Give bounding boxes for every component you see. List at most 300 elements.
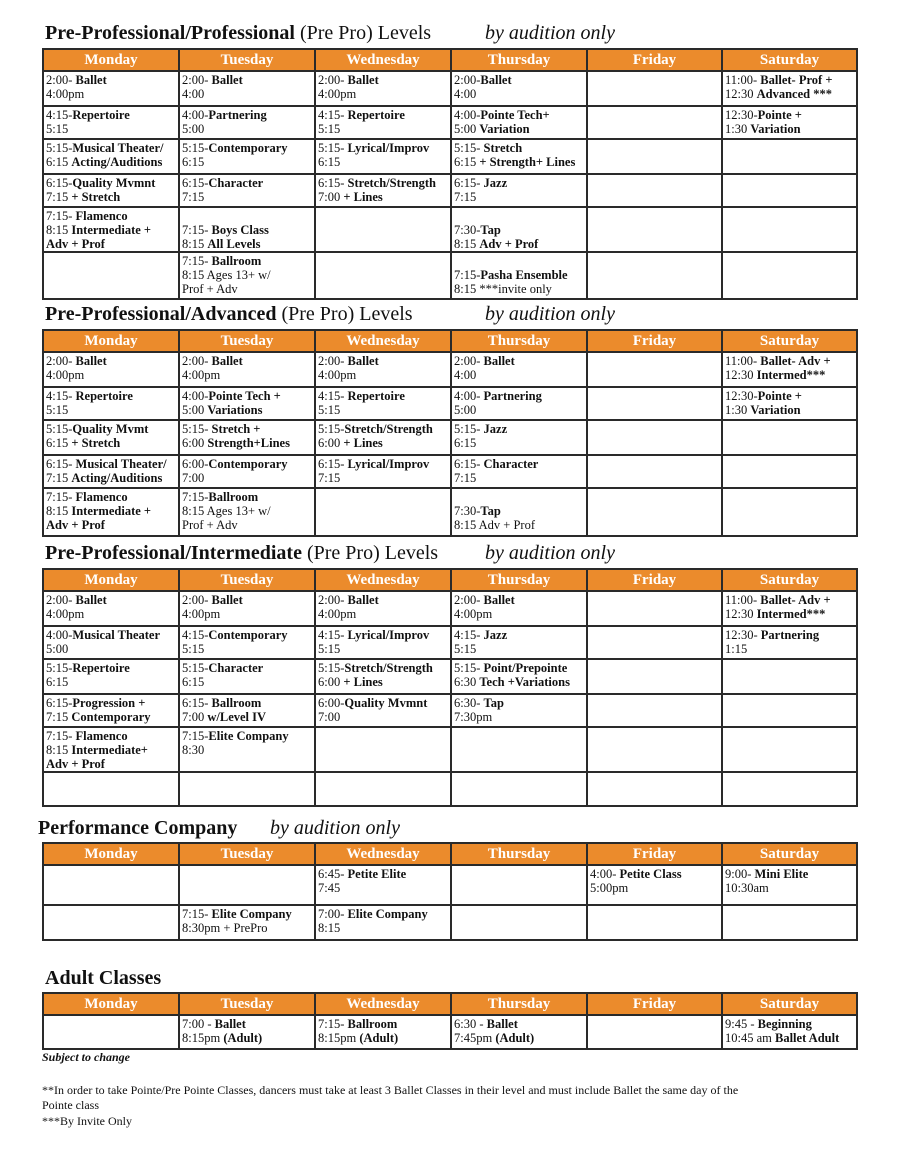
class-cell bbox=[451, 865, 587, 905]
class-time: 6:15- bbox=[454, 176, 484, 190]
class-time: 8:15 bbox=[182, 237, 208, 251]
class-line bbox=[46, 471, 176, 485]
class-line bbox=[725, 867, 854, 881]
class-cell bbox=[179, 772, 315, 806]
class-time: 6:00 bbox=[318, 675, 344, 689]
class-name: Stretch/Strength bbox=[347, 176, 436, 190]
class-time: 8:15 bbox=[454, 237, 480, 251]
class-cell bbox=[315, 139, 451, 174]
class-line bbox=[454, 696, 584, 710]
class-name: Ballet bbox=[483, 354, 515, 368]
class-line bbox=[318, 87, 448, 101]
class-time: 2:00- bbox=[454, 593, 484, 607]
class-time: 8:15pm bbox=[182, 1031, 224, 1045]
class-name: Elite Company bbox=[347, 907, 428, 921]
class-time: 4:00pm bbox=[318, 607, 357, 621]
class-time: 5:15 bbox=[182, 642, 205, 656]
class-line bbox=[454, 223, 584, 237]
class-time: 6:15 bbox=[454, 155, 480, 169]
class-cell bbox=[722, 352, 857, 387]
class-name: Ballet bbox=[211, 354, 243, 368]
class-cell bbox=[43, 455, 179, 488]
class-cell bbox=[451, 488, 587, 536]
class-name: Stretch/Strength bbox=[344, 661, 433, 675]
class-line bbox=[182, 661, 312, 675]
class-line bbox=[182, 743, 312, 757]
pointe-note-cont: Pointe class bbox=[42, 1098, 99, 1112]
class-time: 7:15- bbox=[46, 729, 76, 743]
class-cell bbox=[315, 207, 451, 252]
class-line bbox=[46, 223, 176, 237]
class-line bbox=[318, 368, 448, 382]
class-line bbox=[454, 607, 584, 621]
class-cell bbox=[179, 71, 315, 106]
class-line bbox=[182, 87, 312, 101]
class-time: 6:15 bbox=[46, 155, 72, 169]
class-cell bbox=[451, 455, 587, 488]
class-line bbox=[46, 73, 176, 87]
class-line bbox=[454, 1017, 584, 1031]
class-time: 7:15 bbox=[46, 710, 72, 724]
class-name: Musical Theater/ bbox=[75, 457, 167, 471]
class-time: 7:45 bbox=[318, 881, 341, 895]
class-line bbox=[454, 642, 584, 656]
class-time: 4:00 bbox=[454, 87, 477, 101]
class-name: Ballet bbox=[486, 1017, 518, 1031]
section-note: by audition only bbox=[485, 542, 615, 564]
class-cell bbox=[315, 420, 451, 455]
class-line bbox=[318, 675, 448, 689]
class-line bbox=[182, 490, 312, 504]
class-cell bbox=[179, 139, 315, 174]
class-line bbox=[318, 190, 448, 204]
class-cell bbox=[722, 174, 857, 207]
class-time: 11:00- bbox=[725, 354, 761, 368]
class-name: Lyrical/Improv bbox=[347, 141, 430, 155]
class-line bbox=[182, 389, 312, 403]
day-header-saturday: Saturday bbox=[722, 49, 857, 71]
class-time: 11:00- bbox=[725, 593, 761, 607]
class-time: 5:15- bbox=[454, 661, 484, 675]
class-time: 6:45- bbox=[318, 867, 348, 881]
table-row bbox=[43, 420, 857, 455]
class-line bbox=[454, 436, 584, 450]
day-header-thursday: Thursday bbox=[451, 330, 587, 352]
class-line bbox=[318, 593, 448, 607]
class-name: Flamenco bbox=[75, 490, 128, 504]
class-name: Ballet- Adv + bbox=[760, 354, 831, 368]
class-line bbox=[182, 504, 312, 518]
class-name: Ballet bbox=[75, 593, 107, 607]
class-line bbox=[454, 209, 584, 223]
class-name: Ballet bbox=[211, 73, 243, 87]
class-cell bbox=[43, 1015, 179, 1049]
class-line bbox=[725, 87, 854, 101]
class-time: 8:15 bbox=[46, 743, 72, 757]
class-name: Variation bbox=[479, 122, 530, 136]
class-line bbox=[182, 254, 312, 268]
class-name: Jazz bbox=[483, 422, 508, 436]
class-time: 4:00- bbox=[454, 108, 481, 122]
class-time: 6:15- bbox=[182, 176, 209, 190]
class-name: Contemporary bbox=[71, 710, 151, 724]
class-line bbox=[46, 628, 176, 642]
class-line bbox=[182, 628, 312, 642]
class-line bbox=[182, 642, 312, 656]
class-line bbox=[454, 354, 584, 368]
day-header-friday: Friday bbox=[587, 49, 722, 71]
class-name: Tap bbox=[480, 504, 501, 518]
class-cell bbox=[722, 659, 857, 694]
section-title-normal: (Pre Pro) Levels bbox=[301, 542, 439, 564]
class-line bbox=[725, 354, 854, 368]
class-cell bbox=[451, 905, 587, 940]
class-cell bbox=[43, 591, 179, 626]
class-name: Variations bbox=[207, 403, 263, 417]
day-header-saturday: Saturday bbox=[722, 993, 857, 1015]
class-cell bbox=[179, 727, 315, 772]
class-time: 1:15 bbox=[725, 642, 748, 656]
section-title-bold: Performance Company bbox=[38, 817, 238, 839]
class-time: 5:00 bbox=[182, 122, 205, 136]
class-time: 12:30 bbox=[725, 87, 757, 101]
class-time: 6:30 - bbox=[454, 1017, 487, 1031]
class-cell bbox=[722, 905, 857, 940]
class-cell bbox=[179, 352, 315, 387]
class-line bbox=[182, 607, 312, 621]
class-line bbox=[182, 237, 312, 251]
class-cell bbox=[722, 420, 857, 455]
class-cell bbox=[722, 1015, 857, 1049]
day-header-tuesday: Tuesday bbox=[179, 993, 315, 1015]
class-line bbox=[46, 757, 176, 771]
class-cell bbox=[43, 420, 179, 455]
class-line bbox=[725, 628, 854, 642]
class-name: Contemporary bbox=[208, 457, 288, 471]
class-name: Stretch + bbox=[211, 422, 261, 436]
class-cell bbox=[315, 659, 451, 694]
section-title-adult bbox=[45, 967, 161, 990]
class-name: Quality Mvmnt bbox=[72, 176, 156, 190]
class-cell bbox=[451, 139, 587, 174]
class-line bbox=[725, 1031, 854, 1045]
class-time: 5:15- bbox=[46, 141, 73, 155]
class-name: w/Level IV bbox=[207, 710, 267, 724]
class-line bbox=[182, 354, 312, 368]
class-cell bbox=[722, 488, 857, 536]
class-name: Lyrical/Improv bbox=[347, 457, 430, 471]
day-header-saturday: Saturday bbox=[722, 569, 857, 591]
class-time: 1:30 bbox=[725, 403, 751, 417]
class-time: 7:30- bbox=[454, 223, 481, 237]
class-cell bbox=[43, 139, 179, 174]
class-cell bbox=[587, 626, 722, 659]
class-time: 2:00- bbox=[454, 354, 484, 368]
table-row bbox=[43, 387, 857, 420]
class-name: Ballroom bbox=[208, 490, 259, 504]
class-line bbox=[46, 436, 176, 450]
class-time: 8:15 Adv + Prof bbox=[454, 518, 536, 532]
class-time: 7:15 bbox=[182, 190, 205, 204]
class-time: 6:15 bbox=[46, 675, 69, 689]
table-row bbox=[43, 591, 857, 626]
schedule-table-intermediate bbox=[42, 568, 858, 807]
class-time: 5:00 bbox=[46, 642, 69, 656]
class-time: 8:30pm + PrePro bbox=[182, 921, 268, 935]
class-time: 10:30am bbox=[725, 881, 769, 895]
class-time: 7:15- bbox=[182, 254, 212, 268]
class-cell bbox=[315, 626, 451, 659]
table-row bbox=[43, 905, 857, 940]
class-name: Jazz bbox=[483, 176, 508, 190]
class-time: 5:00 bbox=[182, 403, 208, 417]
class-line bbox=[318, 108, 448, 122]
class-name: Ballet bbox=[347, 593, 379, 607]
class-cell bbox=[179, 591, 315, 626]
class-line bbox=[318, 422, 448, 436]
section-title-performance bbox=[38, 817, 400, 840]
class-cell bbox=[722, 626, 857, 659]
class-time: 7:00 bbox=[182, 710, 208, 724]
class-time: 2:00- bbox=[46, 73, 76, 87]
class-name: Ballet Adult bbox=[775, 1031, 840, 1045]
class-time: 1:30 bbox=[725, 122, 751, 136]
schedule-table-performance bbox=[42, 842, 858, 941]
class-time: 7:15- bbox=[46, 490, 76, 504]
class-line bbox=[182, 190, 312, 204]
class-time: 5:15 bbox=[46, 403, 69, 417]
class-line bbox=[182, 675, 312, 689]
class-cell bbox=[179, 905, 315, 940]
class-cell bbox=[722, 591, 857, 626]
class-line bbox=[182, 282, 312, 296]
class-cell bbox=[722, 71, 857, 106]
class-name: Character bbox=[483, 457, 539, 471]
class-line bbox=[454, 268, 584, 282]
class-name: Adv + Prof bbox=[46, 757, 105, 771]
section-title-bold: Pre-Professional/Professional bbox=[45, 22, 295, 44]
class-line bbox=[46, 190, 176, 204]
class-cell bbox=[451, 694, 587, 727]
class-line bbox=[318, 710, 448, 724]
class-time: 9:45 - bbox=[725, 1017, 758, 1031]
class-name: Pasha Ensemble bbox=[480, 268, 568, 282]
class-line bbox=[182, 73, 312, 87]
day-header-thursday: Thursday bbox=[451, 569, 587, 591]
class-line bbox=[454, 237, 584, 251]
class-cell bbox=[587, 455, 722, 488]
day-header-thursday: Thursday bbox=[451, 993, 587, 1015]
header-row bbox=[43, 843, 857, 865]
class-line bbox=[725, 607, 854, 621]
class-time: 5:15- bbox=[318, 422, 345, 436]
class-name: + Stretch bbox=[71, 436, 121, 450]
class-name: Beginning bbox=[757, 1017, 812, 1031]
day-header-tuesday: Tuesday bbox=[179, 569, 315, 591]
class-line bbox=[454, 403, 584, 417]
class-name: Contemporary bbox=[208, 628, 288, 642]
class-line bbox=[46, 743, 176, 757]
class-line bbox=[318, 696, 448, 710]
class-cell bbox=[451, 71, 587, 106]
class-line bbox=[725, 122, 854, 136]
header-row bbox=[43, 993, 857, 1015]
class-time: 7:15- bbox=[182, 729, 209, 743]
day-header-friday: Friday bbox=[587, 843, 722, 865]
class-time: 4:00pm bbox=[46, 87, 85, 101]
class-line bbox=[725, 368, 854, 382]
class-name: Musical Theater bbox=[72, 628, 160, 642]
class-line bbox=[46, 607, 176, 621]
class-line bbox=[46, 237, 176, 251]
schedule-table-advanced bbox=[42, 329, 858, 537]
table-row bbox=[43, 865, 857, 905]
class-cell bbox=[587, 694, 722, 727]
class-time: 2:00- bbox=[46, 593, 76, 607]
class-time: 7:15- bbox=[182, 490, 209, 504]
class-name: Intermed*** bbox=[756, 607, 826, 621]
class-time: 12:30- bbox=[725, 389, 758, 403]
class-time: 5:15 bbox=[318, 122, 341, 136]
class-time: 4:15- bbox=[454, 628, 484, 642]
class-name: Ballet bbox=[211, 593, 243, 607]
class-time: 2:00- bbox=[182, 593, 212, 607]
class-time: 4:00 bbox=[454, 368, 477, 382]
class-time: 8:30 bbox=[182, 743, 205, 757]
class-line bbox=[182, 471, 312, 485]
class-cell bbox=[722, 455, 857, 488]
class-name: Quality Mvmnt bbox=[344, 696, 428, 710]
class-cell bbox=[43, 174, 179, 207]
class-time: 5:15- bbox=[182, 661, 209, 675]
class-cell bbox=[722, 727, 857, 772]
class-name: Tech +Variations bbox=[479, 675, 570, 689]
class-name: Strength+Lines bbox=[207, 436, 290, 450]
day-header-tuesday: Tuesday bbox=[179, 843, 315, 865]
class-time: 6:15 bbox=[454, 436, 477, 450]
class-line bbox=[182, 457, 312, 471]
class-line bbox=[318, 881, 448, 895]
class-line bbox=[182, 696, 312, 710]
class-time: 4:00pm bbox=[182, 607, 221, 621]
day-header-friday: Friday bbox=[587, 993, 722, 1015]
class-name: Ballet bbox=[480, 73, 512, 87]
class-time: 12:30 bbox=[725, 607, 757, 621]
class-cell bbox=[43, 727, 179, 772]
class-cell bbox=[179, 174, 315, 207]
class-name: (Adult) bbox=[359, 1031, 399, 1045]
section-note: by audition only bbox=[485, 22, 615, 44]
class-cell bbox=[179, 1015, 315, 1049]
class-time: 7:00 bbox=[182, 471, 205, 485]
class-time: 2:00- bbox=[318, 593, 348, 607]
day-header-friday: Friday bbox=[587, 330, 722, 352]
class-time: 5:15- bbox=[318, 661, 345, 675]
class-line bbox=[182, 141, 312, 155]
class-name: All Levels bbox=[207, 237, 261, 251]
day-header-wednesday: Wednesday bbox=[315, 330, 451, 352]
class-cell bbox=[587, 905, 722, 940]
class-time: 4:15- bbox=[46, 108, 73, 122]
class-cell bbox=[722, 387, 857, 420]
class-line bbox=[318, 389, 448, 403]
class-time: 6:15 bbox=[318, 155, 341, 169]
class-time: 6:15- bbox=[46, 176, 73, 190]
class-name: Stretch bbox=[483, 141, 523, 155]
class-time: 6:00- bbox=[182, 457, 209, 471]
class-cell bbox=[43, 387, 179, 420]
class-cell bbox=[587, 488, 722, 536]
class-name: Flamenco bbox=[75, 209, 128, 223]
class-line bbox=[318, 457, 448, 471]
class-name: Ballet bbox=[214, 1017, 246, 1031]
class-time: 8:15 ***invite only bbox=[454, 282, 552, 296]
section-title-bold: Pre-Professional/Advanced bbox=[45, 303, 277, 325]
class-time: 7:30pm bbox=[454, 710, 493, 724]
class-cell bbox=[179, 488, 315, 536]
class-time: 8:15 bbox=[318, 921, 341, 935]
class-name: Adv + Prof bbox=[46, 518, 105, 532]
class-cell bbox=[722, 772, 857, 806]
class-cell bbox=[451, 591, 587, 626]
class-name: Petite Class bbox=[619, 867, 682, 881]
class-cell bbox=[315, 106, 451, 139]
section-note: by audition only bbox=[485, 303, 615, 325]
class-time: 8:15 bbox=[46, 504, 72, 518]
class-time: 5:00 bbox=[454, 122, 480, 136]
class-name: Variation bbox=[750, 122, 801, 136]
class-time: 4:00 bbox=[182, 87, 205, 101]
class-name: + Lines bbox=[343, 436, 383, 450]
class-time: 7:15 bbox=[46, 190, 72, 204]
table-row bbox=[43, 252, 857, 299]
class-time: 7:00 bbox=[318, 710, 341, 724]
class-line bbox=[454, 422, 584, 436]
class-time: 12:30 bbox=[725, 368, 757, 382]
day-header-monday: Monday bbox=[43, 49, 179, 71]
class-line bbox=[182, 1017, 312, 1031]
class-cell bbox=[587, 727, 722, 772]
class-line bbox=[318, 607, 448, 621]
class-time: 5:15- bbox=[46, 422, 73, 436]
class-time: 7:15- bbox=[182, 907, 212, 921]
class-line bbox=[46, 422, 176, 436]
class-time: 6:15- bbox=[318, 176, 348, 190]
class-name: Acting/Auditions bbox=[71, 471, 163, 485]
table-row bbox=[43, 772, 857, 806]
class-cell bbox=[43, 106, 179, 139]
class-line bbox=[318, 921, 448, 935]
class-time: 5:15- bbox=[182, 141, 209, 155]
class-line bbox=[46, 141, 176, 155]
class-time: 7:15 bbox=[454, 190, 477, 204]
class-time: 5:15 bbox=[46, 122, 69, 136]
class-cell bbox=[315, 174, 451, 207]
class-name: Partnering bbox=[760, 628, 820, 642]
table-row bbox=[43, 174, 857, 207]
class-time: 7:30- bbox=[454, 504, 481, 518]
class-time: 4:00pm bbox=[46, 607, 85, 621]
class-time: 7:15 bbox=[318, 471, 341, 485]
class-line bbox=[454, 593, 584, 607]
class-time: 12:30- bbox=[725, 628, 761, 642]
class-line bbox=[318, 1031, 448, 1045]
class-cell bbox=[587, 591, 722, 626]
class-cell bbox=[587, 207, 722, 252]
class-time: 5:00pm bbox=[590, 881, 629, 895]
class-line bbox=[318, 73, 448, 87]
subject-to-change: Subject to change bbox=[42, 1050, 131, 1064]
